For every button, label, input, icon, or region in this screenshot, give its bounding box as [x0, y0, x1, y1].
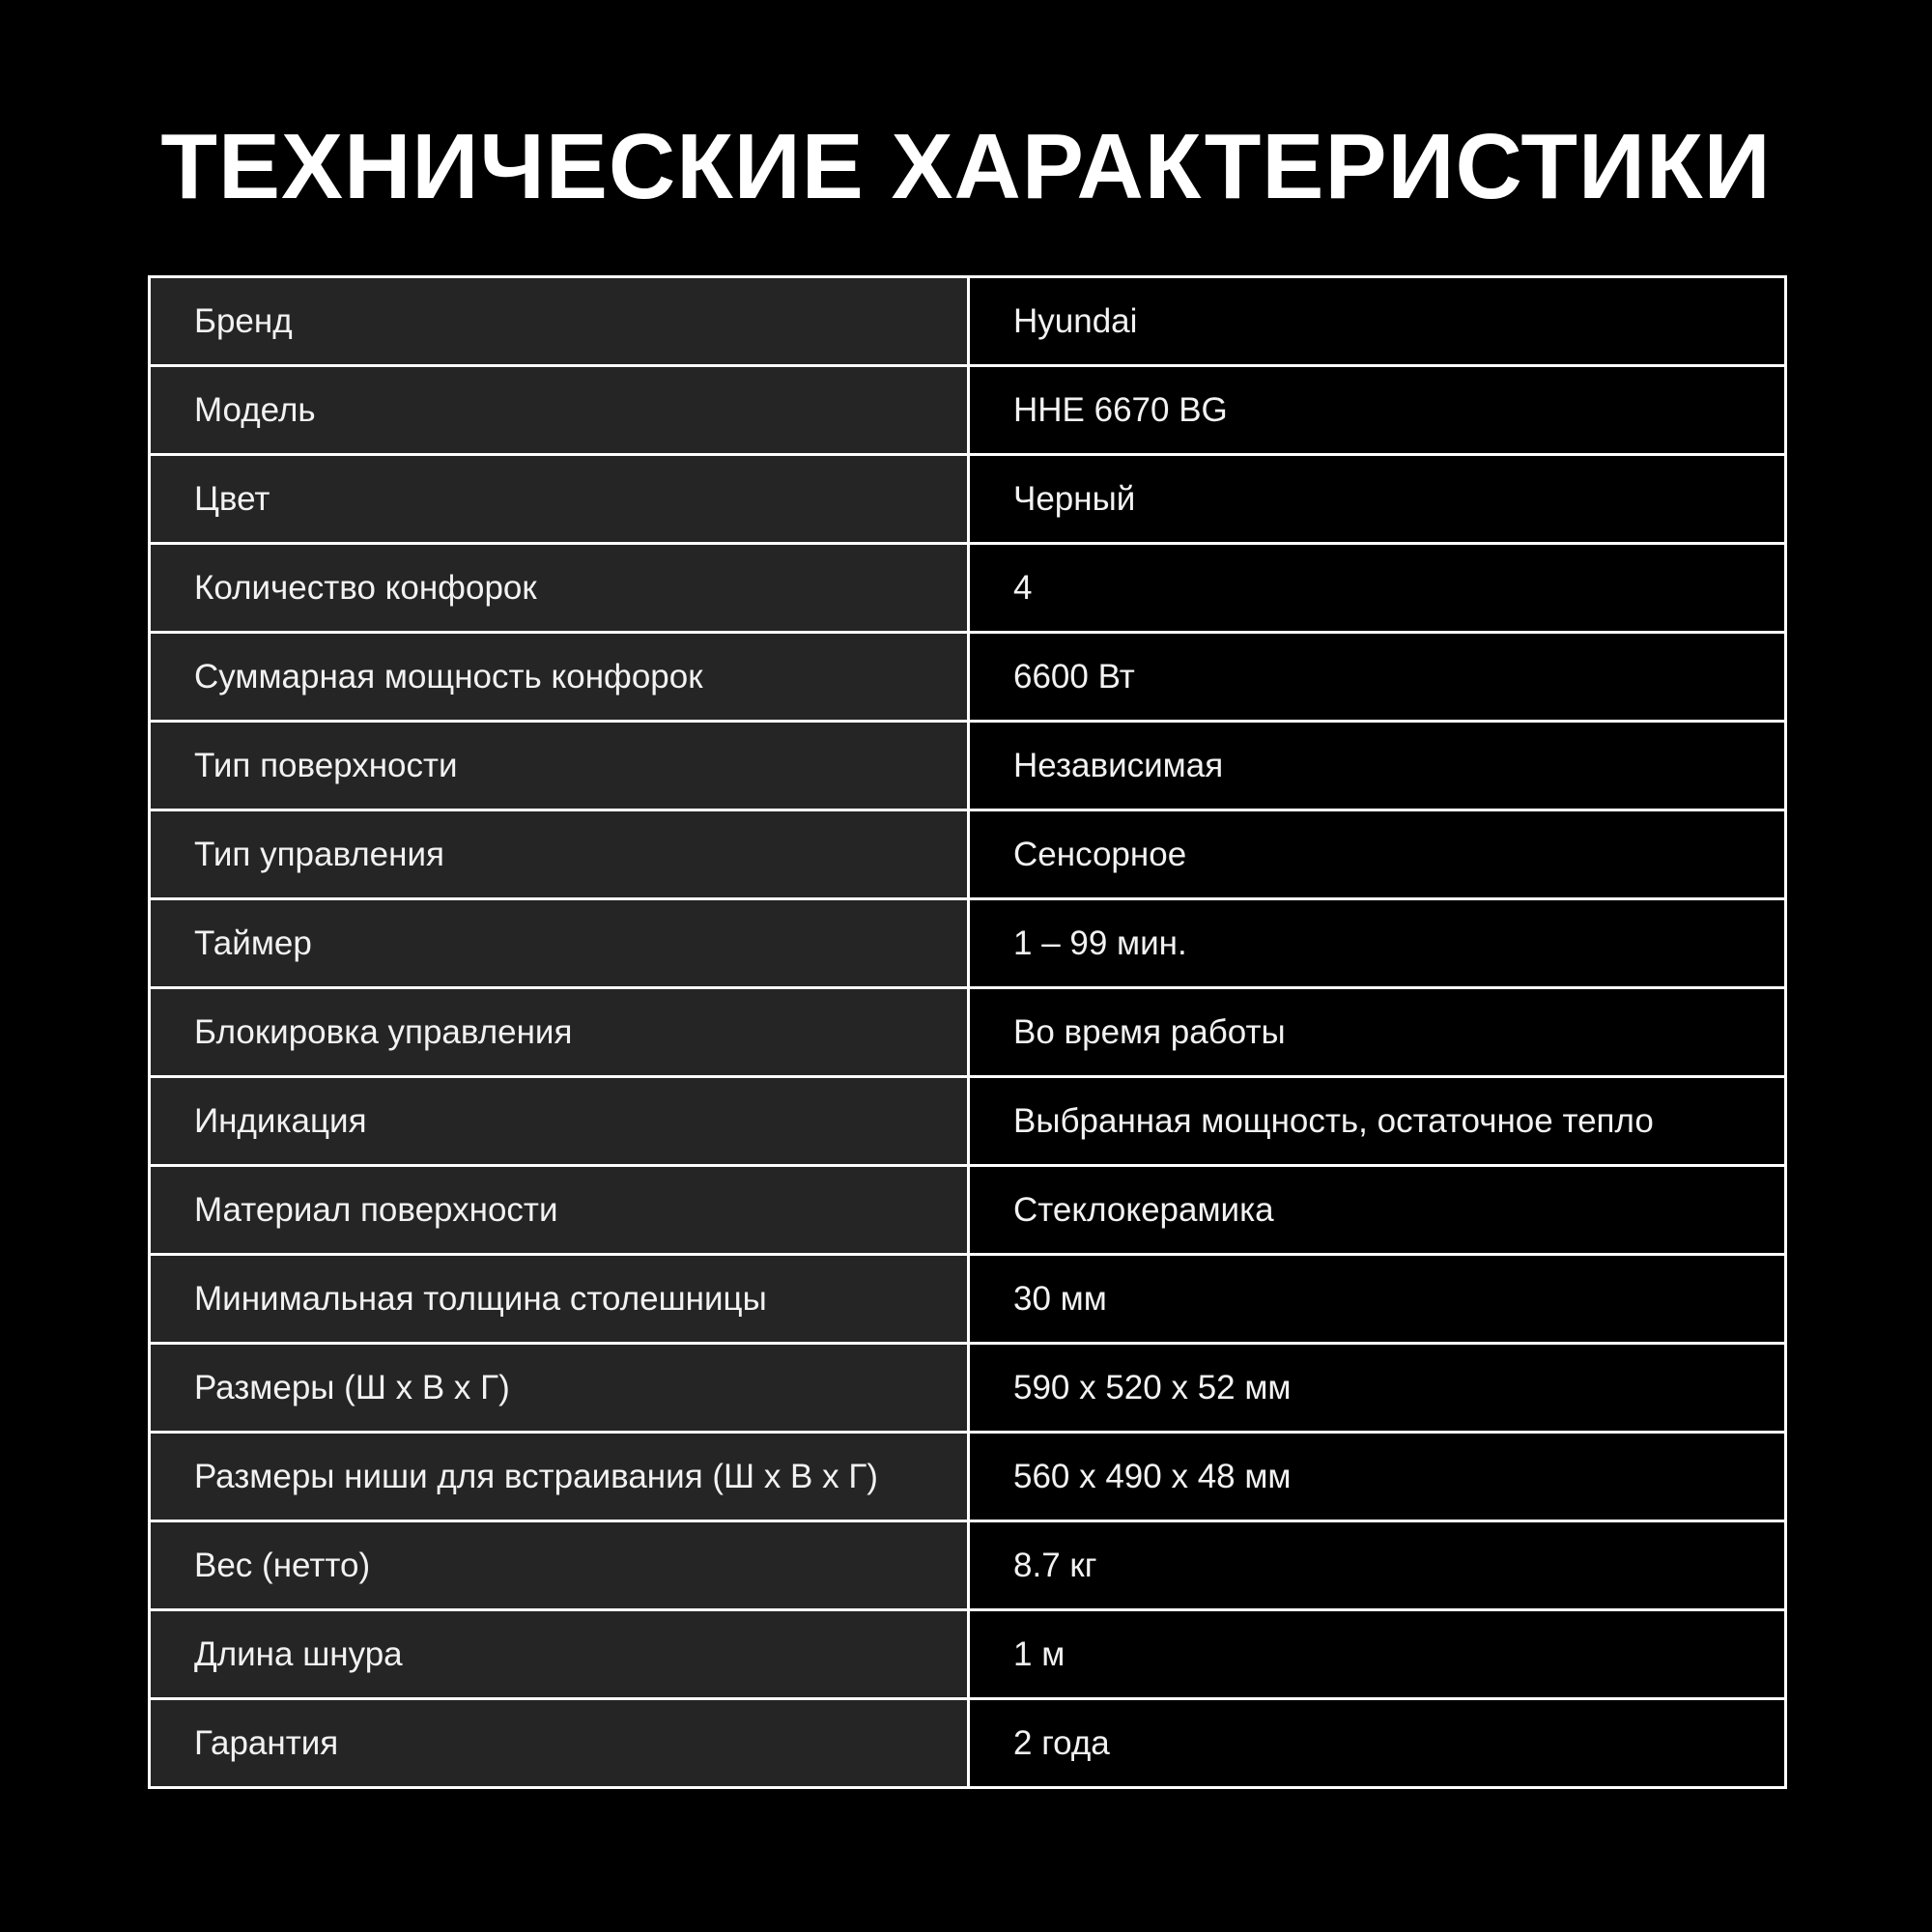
- spec-table: [148, 275, 1787, 1789]
- table-row: [150, 1521, 1786, 1610]
- spec-label: Размеры (Ш x В x Г): [150, 1344, 969, 1433]
- spec-value: Стеклокерамика: [969, 1166, 1786, 1255]
- table-row: [150, 899, 1786, 988]
- table-row: [150, 1433, 1786, 1521]
- table-row: [150, 1610, 1786, 1699]
- spec-value: 8.7 кг: [969, 1521, 1786, 1610]
- spec-value: 30 мм: [969, 1255, 1786, 1344]
- page-title: ТЕХНИЧЕСКИЕ ХАРАКТЕРИСТИКИ: [160, 115, 1772, 218]
- spec-value: Независимая: [969, 722, 1786, 810]
- spec-value: Черный: [969, 455, 1786, 544]
- spec-value: 590 x 520 x 52 мм: [969, 1344, 1786, 1433]
- spec-label: Материал поверхности: [150, 1166, 969, 1255]
- spec-value: Сенсорное: [969, 810, 1786, 899]
- table-row: [150, 366, 1786, 455]
- spec-label: Гарантия: [150, 1699, 969, 1788]
- spec-label: Суммарная мощность конфорок: [150, 633, 969, 722]
- spec-value: Выбранная мощность, остаточное тепло: [969, 1077, 1786, 1166]
- spec-label: Тип поверхности: [150, 722, 969, 810]
- spec-value: 2 года: [969, 1699, 1786, 1788]
- table-row: [150, 1077, 1786, 1166]
- spec-value: 6600 Вт: [969, 633, 1786, 722]
- spec-label: Модель: [150, 366, 969, 455]
- table-row: [150, 1699, 1786, 1788]
- spec-value: 1 м: [969, 1610, 1786, 1699]
- table-row: [150, 1255, 1786, 1344]
- spec-label: Бренд: [150, 277, 969, 366]
- spec-label: Минимальная толщина столешницы: [150, 1255, 969, 1344]
- spec-value: 4: [969, 544, 1786, 633]
- spec-value: 1 – 99 мин.: [969, 899, 1786, 988]
- spec-value: HHE 6670 BG: [969, 366, 1786, 455]
- spec-label: Тип управления: [150, 810, 969, 899]
- spec-label: Количество конфорок: [150, 544, 969, 633]
- table-row: [150, 633, 1786, 722]
- spec-label: Вес (нетто): [150, 1521, 969, 1610]
- table-row: [150, 544, 1786, 633]
- table-row: [150, 455, 1786, 544]
- spec-label: Блокировка управления: [150, 988, 969, 1077]
- spec-value: Во время работы: [969, 988, 1786, 1077]
- spec-label: Таймер: [150, 899, 969, 988]
- table-row: [150, 1344, 1786, 1433]
- table-row: [150, 722, 1786, 810]
- table-row: [150, 988, 1786, 1077]
- table-row: [150, 277, 1786, 366]
- table-row: [150, 1166, 1786, 1255]
- spec-value: Hyundai: [969, 277, 1786, 366]
- spec-label: Цвет: [150, 455, 969, 544]
- spec-value: 560 x 490 x 48 мм: [969, 1433, 1786, 1521]
- spec-label: Длина шнура: [150, 1610, 969, 1699]
- table-row: [150, 810, 1786, 899]
- spec-label: Индикация: [150, 1077, 969, 1166]
- spec-label: Размеры ниши для встраивания (Ш x В x Г): [150, 1433, 969, 1521]
